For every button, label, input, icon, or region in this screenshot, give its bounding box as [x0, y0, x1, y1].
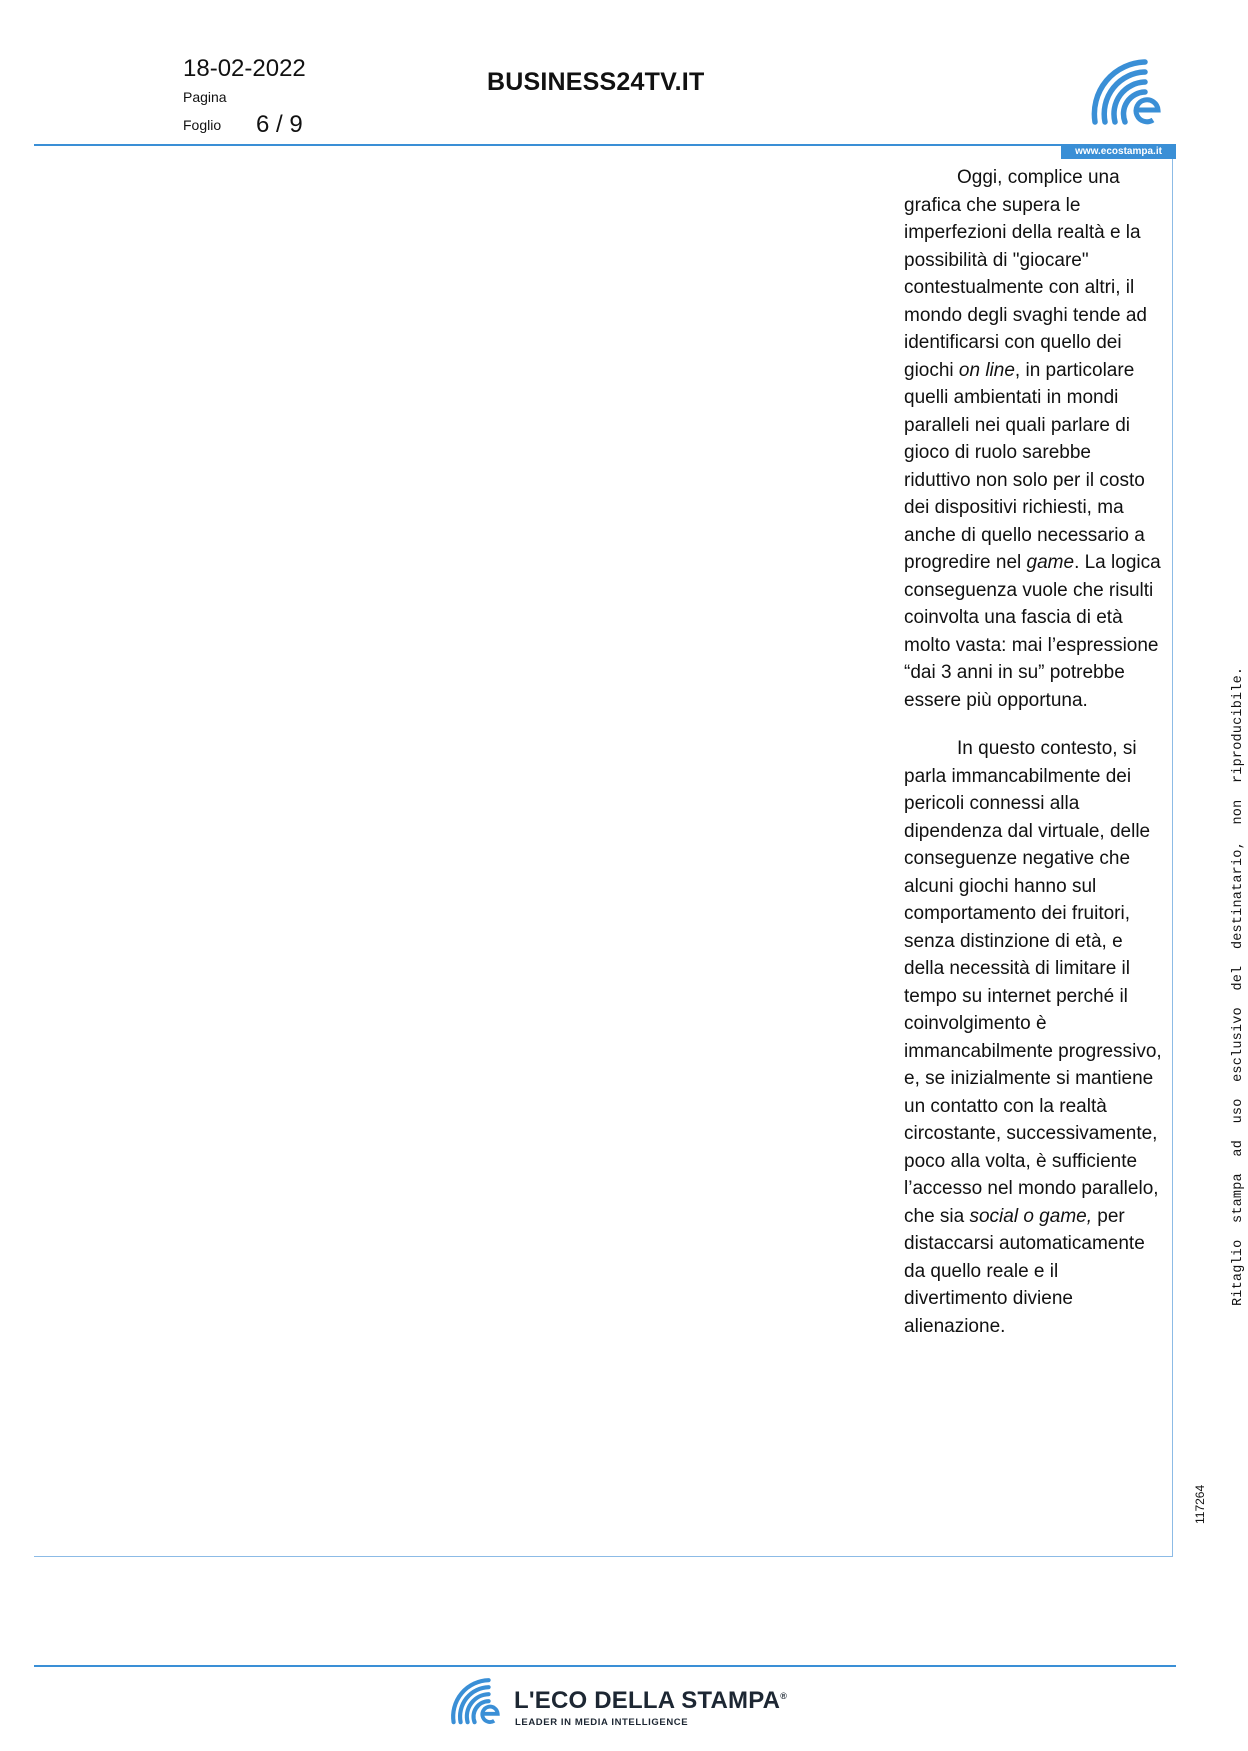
top-rule: [34, 144, 1176, 146]
p2-run-1: social o game,: [969, 1205, 1092, 1227]
article-paragraph-2: [904, 735, 1162, 1340]
footer-logo-icon: [448, 1676, 504, 1732]
footer-tagline: LEADER IN MEDIA INTELLIGENCE: [515, 1717, 689, 1728]
p2-run-0: In questo contesto, si parla immancabilmente dei pericoli connessi alla dipendenza dal virtuale, delle conseguenze negative che alcuni giochi hanno sul comportamento dei fruitori, senza distinzione di età, e della necessità di limitare il tempo su internet perché il coinvolgimento è immancabilmente progressivo, e, se inizialmente si mantiene un contatto con la realtà circostante, successivamente, poco alla volta, è sufficiente l’accesso nel mondo parallelo, che sia: [904, 738, 1162, 1227]
footer-brand-text: L'ECO DELLA STAMPA: [514, 1687, 781, 1714]
url-badge[interactable]: www.ecostampa.it: [1061, 144, 1176, 159]
p1-run-0: Oggi, complice una grafica che supera le imperfezioni della realtà e la possibilità di "giocare" contestualmente con altri, il mondo degli svaghi tende ad identificarsi con quello dei giochi: [904, 167, 1147, 381]
registered-mark: ®: [780, 1691, 788, 1701]
bottom-rule: [34, 1665, 1176, 1667]
copyright-disclaimer: Ritaglio stampa ad uso esclusivo del destinatario, non riproducibile.: [1231, 666, 1246, 1306]
p1-run-2: , in particolare quelli ambientati in mondi paralleli nei quali parlare di gioco di ruolo sarebbe riduttivo non solo per il costo dei dispositivi richiesti, ma anche di quello necessario a progredire nel: [904, 359, 1145, 573]
p2-run-2: per distaccarsi automaticamente da quello reale e il divertimento diviene alienazione.: [904, 1205, 1145, 1337]
date: 18-02-2022: [183, 55, 306, 82]
p1-run-3: game: [1026, 552, 1075, 573]
p1-run-4: . La logica conseguenza vuole che risulti coinvolta una fascia di età molto vasta: mai l’espressione “dai 3 anni in su” potrebbe essere più opportuna.: [904, 552, 1161, 711]
foglio-value: 6 / 9: [256, 111, 303, 138]
article-body: [904, 164, 1162, 1361]
pagina-label: Pagina: [183, 89, 227, 105]
source-title: BUSINESS24TV.IT: [487, 68, 705, 96]
article-paragraph-1: [904, 164, 1162, 714]
eco-stampa-logo-icon: [1087, 56, 1167, 136]
p1-run-1: on line: [958, 359, 1015, 381]
foglio-label: Foglio: [183, 117, 222, 133]
footer-brand-name: [514, 1687, 787, 1715]
clipping-code: 117264: [1193, 1484, 1207, 1524]
